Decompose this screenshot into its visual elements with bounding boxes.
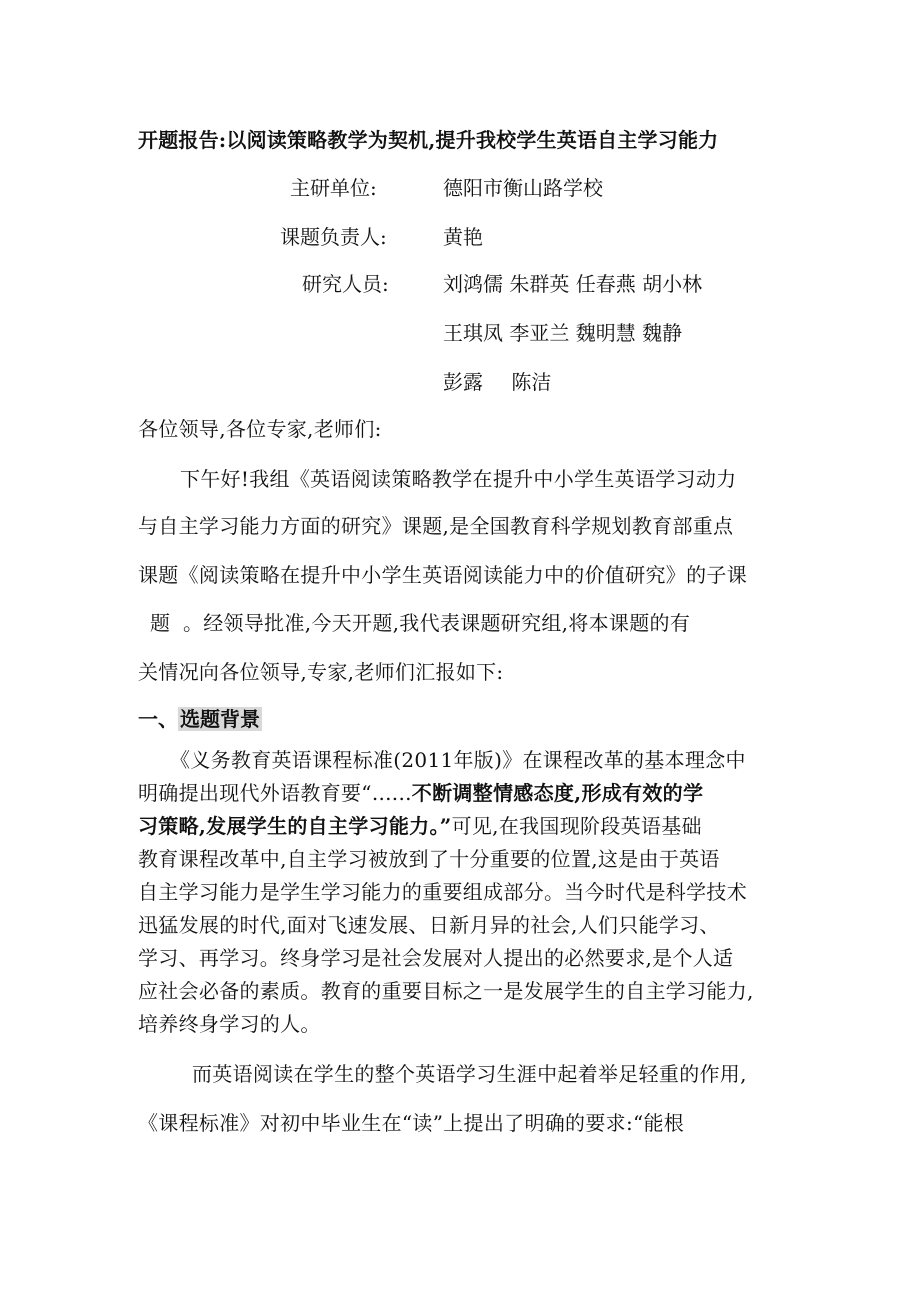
background-line-3-plain: 可见,在我国现阶段英语基础 xyxy=(451,814,702,838)
intro-line-4: 题 。经领导批准,今天开题,我代表课题研究组,将本课题的有 xyxy=(150,611,691,635)
members-line-3: 彭露 陈洁 xyxy=(443,370,552,394)
document-title: 开题报告:以阅读策略教学为契机,提升我校学生英语自主学习能力 xyxy=(138,128,719,152)
section-number: 一、 xyxy=(138,707,178,731)
greeting: 各位领导,各位专家,老师们: xyxy=(138,417,382,441)
intro-line-2: 与自主学习能力方面的研究》课题,是全国教育科学规划教育部重点 xyxy=(138,514,734,538)
background-line-2-plain: 明确提出现代外语教育要“...... xyxy=(138,781,412,805)
reading-line-2: 《课程标准》对初中毕业生在“读”上提出了明确的要求:“能根 xyxy=(138,1111,685,1135)
intro-line-5: 关情况向各位领导,专家,老师们汇报如下: xyxy=(138,660,504,684)
unit-value: 德阳市衡山路学校 xyxy=(443,176,603,200)
background-line-1: 《义务教育英语课程标准(2011年版)》在课程改革的基本理念中 xyxy=(170,748,746,772)
members-line-2: 王琪凤 李亚兰 魏明慧 魏静 xyxy=(443,321,683,345)
leader-value: 黄艳 xyxy=(443,225,483,249)
unit-label: 主研单位: xyxy=(290,176,377,200)
background-line-6: 迅猛发展的时代,面对飞速发展、日新月异的社会,人们只能学习、 xyxy=(138,913,720,937)
background-line-7: 学习、再学习。终身学习是社会发展对人提出的必然要求,是个人适 xyxy=(138,946,734,970)
leader-label: 课题负责人: xyxy=(280,225,387,249)
background-line-3-bold: 习策略,发展学生的自主学习能力。” xyxy=(138,814,452,838)
members-line-1: 刘鸿儒 朱群英 任春燕 胡小林 xyxy=(443,272,703,296)
background-line-8: 应社会必备的素质。教育的重要目标之一是发展学生的自主学习能力, xyxy=(138,979,754,1003)
section-heading xyxy=(138,703,262,732)
background-line-2 xyxy=(138,777,703,806)
background-line-2-bold: 不断调整情感态度,形成有效的学 xyxy=(411,781,704,805)
section-title: 选题背景 xyxy=(180,707,260,731)
members-label: 研究人员: xyxy=(302,272,389,296)
background-line-5: 自主学习能力是学生学习能力的重要组成部分。当今时代是科学技术 xyxy=(138,880,747,904)
intro-line-3: 课题《阅读策略在提升中小学生英语阅读能力中的价值研究》的子课 xyxy=(138,563,747,587)
background-line-9: 培养终身学习的人。 xyxy=(138,1012,321,1036)
background-line-3 xyxy=(138,810,702,839)
background-line-4: 教育课程改革中,自主学习被放到了十分重要的位置,这是由于英语 xyxy=(138,847,720,871)
reading-line-1: 而英语阅读在学生的整个英语学习生涯中起着举足轻重的作用, xyxy=(192,1062,747,1086)
intro-line-1: 下午好!我组《英语阅读策略教学在提升中小学生英语学习动力 xyxy=(180,467,737,491)
